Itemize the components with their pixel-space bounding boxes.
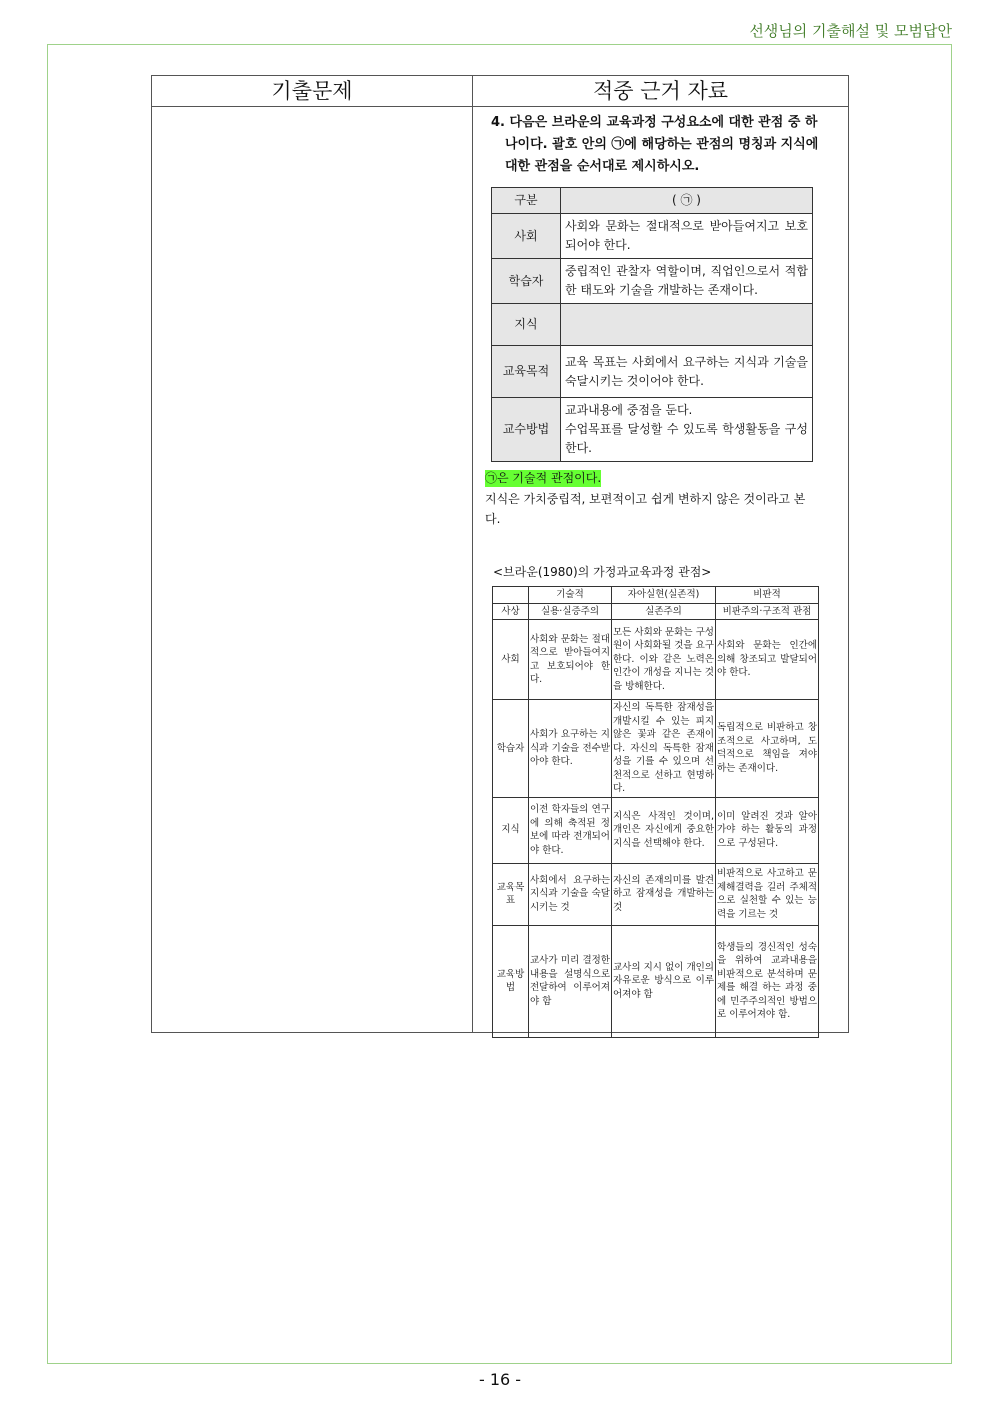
table-row [493,797,819,863]
table-cell: 교사가 미리 결정한 내용을 설명식으로 전달하여 이루어져야 함 [529,925,612,1037]
table-cell: 이전 학자들의 연구에 의해 축적된 정보에 따라 전개되어야 한다. [529,797,612,863]
brown-table [492,586,819,1038]
table-row [492,259,813,304]
table-row [493,925,819,1037]
table-cell: 교육방법 [493,925,529,1037]
table-cell [493,587,529,604]
answer-highlight: ㉠은 기술적 관점이다. [485,471,602,485]
table-row [493,587,819,604]
table-row [493,700,819,798]
page-header: 선생님의 기출해설 및 모범답안 [749,22,952,40]
table-cell: 자신의 독특한 잠재성을 개발시킬 수 있는 피지 않은 꽃과 같은 존재이다. 자신의 독특한 잠재성을 기를 수 있으며 선천적으로 선하고 현명하다. [612,700,716,798]
question-text: 4. 다음은 브라운의 교육과정 구성요소에 대한 관점 중 하나이다. 괄호 안의 ㉠에 해당하는 관점의 명칭과 지식에 대한 관점을 순서대로 제시하시오. [491,115,819,174]
table-cell: 구분 [492,188,561,214]
row-content: 중립적인 관찰자 역할이며, 직업인으로서 적합한 태도와 기술을 개발하는 존재이다. [561,259,813,304]
table-cell: 비판주의·구조적 관점 [716,603,819,620]
main-table [151,75,849,1033]
row-content-blank [561,304,813,346]
table-cell: 학생들의 경신적인 성숙을 위하여 교과내용을 비판적으로 분석하며 문제를 해결 하는 과정 중에 민주주의적인 방법으로 이루어져야 함. [716,925,819,1037]
table-cell: 사상 [493,603,529,620]
table-cell: 사회에서 요구하는 지식과 기술을 숙달시키는 것 [529,863,612,925]
table-cell: 사회가 요구하는 지식과 기술을 전수받아야 한다. [529,700,612,798]
row-content: 교육 목표는 사회에서 요구하는 지식과 기술을 숙달시키는 것이어야 한다. [561,346,813,398]
table-row [492,346,813,398]
table-cell: 자신의 존재의미를 발견하고 잠재성을 개발하는 것 [612,863,716,925]
table-cell: 독립적으로 비판하고 창조적으로 사고하며, 도덕적으로 책임을 져야 하는 존재이다. [716,700,819,798]
table-cell: 사회 [493,620,529,700]
row-label: 교수방법 [492,398,561,462]
table-cell: 비판적으로 사고하고 문제해결력을 길러 주체적으로 실천할 수 있는 능력을 기르는 것 [716,863,819,925]
table-cell: 지식 [493,797,529,863]
table-cell: 비판적 [716,587,819,604]
table-cell: 사회와 문화는 절대적으로 받아들여지고 보호되어야 한다. [529,620,612,700]
table-row [492,188,813,214]
table-cell: 모든 사회와 문화는 구성원이 사회화될 것을 요구한다. 이와 같은 노력은 인간이 개성을 지니는 것을 방해한다. [612,620,716,700]
table-row [493,603,819,620]
table-cell: 사회와 문화는 인간에 의해 창조되고 발달되어야 한다. [716,620,819,700]
col-header-questions: 기출문제 [152,76,473,106]
row-label: 교육목적 [492,346,561,398]
row-label: 지식 [492,304,561,346]
table-row [493,620,819,700]
table-cell: 기술적 [529,587,612,604]
table-row [492,398,813,462]
row-content: 교과내용에 중점을 둔다. 수업목표를 달성할 수 있도록 학생활동을 구성한다. [561,398,813,462]
table-cell: 교사의 지시 없이 개인의 자유로운 방식으로 이루어져야 함 [612,925,716,1037]
table-cell: 지식은 사적인 것이며, 개인은 자신에게 중요한 지식을 선택해야 한다. [612,797,716,863]
questions-column [152,106,473,1032]
question-table [491,187,813,462]
table-cell: 실존주의 [612,603,716,620]
table-row [493,863,819,925]
table-row [492,214,813,259]
row-label: 학습자 [492,259,561,304]
table-cell: ( ㉠ ) [561,188,813,214]
table-cell: 자아실현(실존적) [612,587,716,604]
table-cell: 이미 알려진 것과 알아가야 하는 활동의 과정으로 구성된다. [716,797,819,863]
table-cell: 학습자 [493,700,529,798]
page-number: - 16 - [478,1370,522,1389]
table-cell: 교육목표 [493,863,529,925]
row-content: 사회와 문화는 절대적으로 받아들여지고 보호되어야 한다. [561,214,813,259]
sources-column [473,106,848,1032]
answer-note: 지식은 가치중립적, 보편적이고 쉽게 변하지 않은 것이라고 본다. [485,492,806,526]
row-label: 사회 [492,214,561,259]
table-cell: 실용·실증주의 [529,603,612,620]
table-header-row [152,76,848,107]
col-header-sources: 적중 근거 자료 [592,79,729,103]
brown-caption: <브라운(1980)의 가정과교육과정 관점> [493,565,712,579]
table-row [492,304,813,346]
